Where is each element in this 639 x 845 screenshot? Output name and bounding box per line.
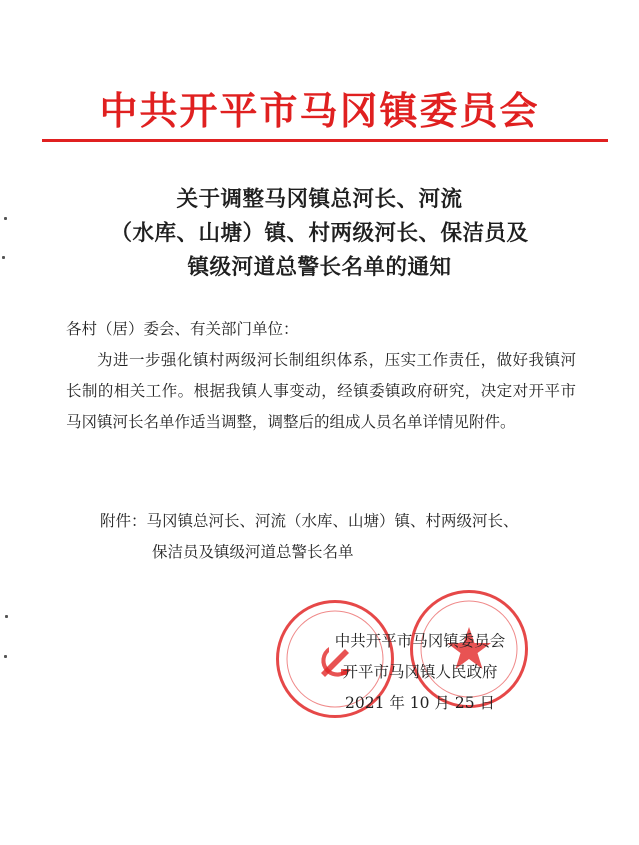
signature-org-1: 中共开平市马冈镇委员会: [334, 632, 506, 650]
attachment-note: [100, 506, 580, 568]
attachment-line-2: 保洁员及镇级河道总警长名单: [152, 543, 354, 561]
salutation: 各村（居）委会、有关部门单位：: [66, 320, 299, 338]
scan-speck: [2, 256, 5, 259]
scan-speck: [5, 615, 8, 618]
signature-org-2: 开平市马冈镇人民政府: [342, 663, 498, 681]
attachment-line-1: 附件：马冈镇总河长、河流（水库、山塘）镇、村两级河长、: [100, 512, 519, 530]
scan-speck: [4, 655, 7, 658]
notice-title-line-2: （水库、山塘）镇、村两级河长、保洁员及: [110, 221, 529, 246]
signature-date: 2021 年 10 月 25 日: [344, 694, 496, 712]
header-red-rule: [42, 139, 608, 142]
signature-block: [290, 626, 550, 719]
body-paragraph: 为进一步强化镇村两级河长制组织体系，压实工作责任，做好我镇河长制的相关工作。根据我镇人事变动，经镇委镇政府研究，决定对开平市马冈镇河长名单作适当调整，调整后的组成人员名单详情见附件。: [66, 351, 576, 431]
notice-title-line-3: 镇级河道总警长名单的通知: [187, 255, 452, 280]
notice-title-line-1: 关于调整马冈镇总河长、河流: [176, 187, 463, 212]
header-org-title: 中共开平市马冈镇委员会: [99, 88, 540, 133]
scan-speck: [4, 217, 7, 220]
notice-title: [0, 183, 639, 285]
